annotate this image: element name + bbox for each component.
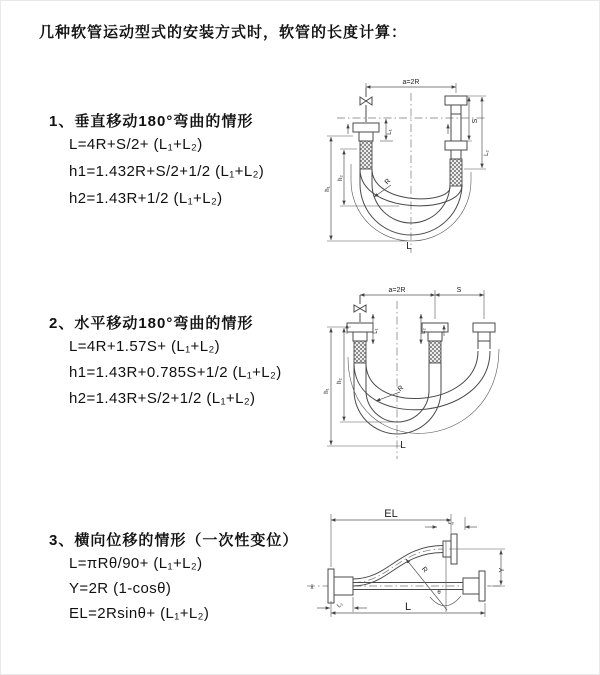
section1-formula-h1: h1=1.432R+S/2+1/2 (L₁+L₂) <box>69 163 265 180</box>
section3-formula-EL: EL=2Rsinθ+ (L₁+L₂) <box>69 605 210 622</box>
dim-label-l: L <box>400 440 406 451</box>
diagram-horizontal-move-180 <box>324 287 499 459</box>
left-flange <box>353 123 379 169</box>
dim-label-s: S <box>456 287 462 294</box>
dim-label-h1: h₁ <box>324 388 330 394</box>
dim-label-s: S <box>472 118 479 124</box>
diagram-vertical-move-180 <box>325 79 490 253</box>
valve-icon <box>354 295 366 322</box>
dim-label-l1: L₁ <box>387 129 393 135</box>
section2-formula-h1: h1=1.43R+0.785S+1/2 (L₁+L₂) <box>69 364 282 381</box>
page-title: 几种软管运动型式的安装方式时，软管的长度计算： <box>39 24 408 41</box>
left-flange <box>328 569 353 603</box>
braid-section <box>450 159 462 186</box>
section1-heading: 1、垂直移动180°弯曲的情形 <box>49 113 254 130</box>
dim-label-a2r: a=2R <box>388 287 406 294</box>
hose-curves <box>348 349 499 434</box>
section3-formula-L: L=πRθ/90+ (L₁+L₂) <box>69 555 203 572</box>
dim-label-h2: h₂ <box>338 175 344 181</box>
dim-label-h2: h₂ <box>337 378 343 384</box>
right-flange-original <box>445 141 467 186</box>
section1-formula-h2: h2=1.43R+1/2 (L₁+L₂) <box>69 190 223 207</box>
right-flange-moved <box>473 323 495 349</box>
dimension-lines <box>327 290 484 446</box>
axis-mark-label: x̄ <box>310 585 314 591</box>
dim-label-l2: L₂ <box>484 150 490 156</box>
section1-formula-L: L=4R+S/2+ (L₁+L₂) <box>69 136 203 153</box>
section2-formula-L: L=4R+1.57S+ (L₁+L₂) <box>69 338 221 355</box>
dim-label-l: L <box>404 601 412 613</box>
lower-right-flange-original <box>463 571 485 601</box>
dim-label-l1: L₁ <box>373 328 379 334</box>
dim-label-r: R <box>383 177 393 187</box>
dim-label-l2: L₂ <box>448 520 454 526</box>
technical-drawings <box>1 1 600 675</box>
dim-label-l1: L₁ <box>336 601 345 610</box>
radius-callout <box>374 185 391 197</box>
dim-label-el: EL <box>384 508 398 520</box>
dim-label-l: L <box>406 241 412 252</box>
dim-label-y: Y <box>499 567 506 573</box>
left-flange <box>347 323 373 363</box>
dim-label-h1: h₁ <box>325 186 331 192</box>
section3-formula-Y: Y=2R (1-cosθ) <box>69 580 172 597</box>
diagram-lateral-displacement <box>307 508 506 617</box>
dim-label-r: R <box>396 384 406 394</box>
dim-label-r: R <box>419 565 429 575</box>
section3-heading: 3、横向位移的情形（一次性变位） <box>49 532 299 549</box>
braid-section <box>360 141 372 169</box>
dim-label-theta: θ <box>437 590 441 596</box>
dimension-labels <box>311 508 507 613</box>
braid-section <box>429 341 441 363</box>
dim-label-a2r: a=2R <box>402 79 420 86</box>
section2-formula-h2: h2=1.43R+S/2+1/2 (L₁+L₂) <box>69 390 256 407</box>
dim-label-l2: L₂ <box>421 328 427 334</box>
right-flange-moved <box>445 96 467 141</box>
braid-section <box>354 341 366 363</box>
section2-heading: 2、水平移动180°弯曲的情形 <box>49 315 254 332</box>
